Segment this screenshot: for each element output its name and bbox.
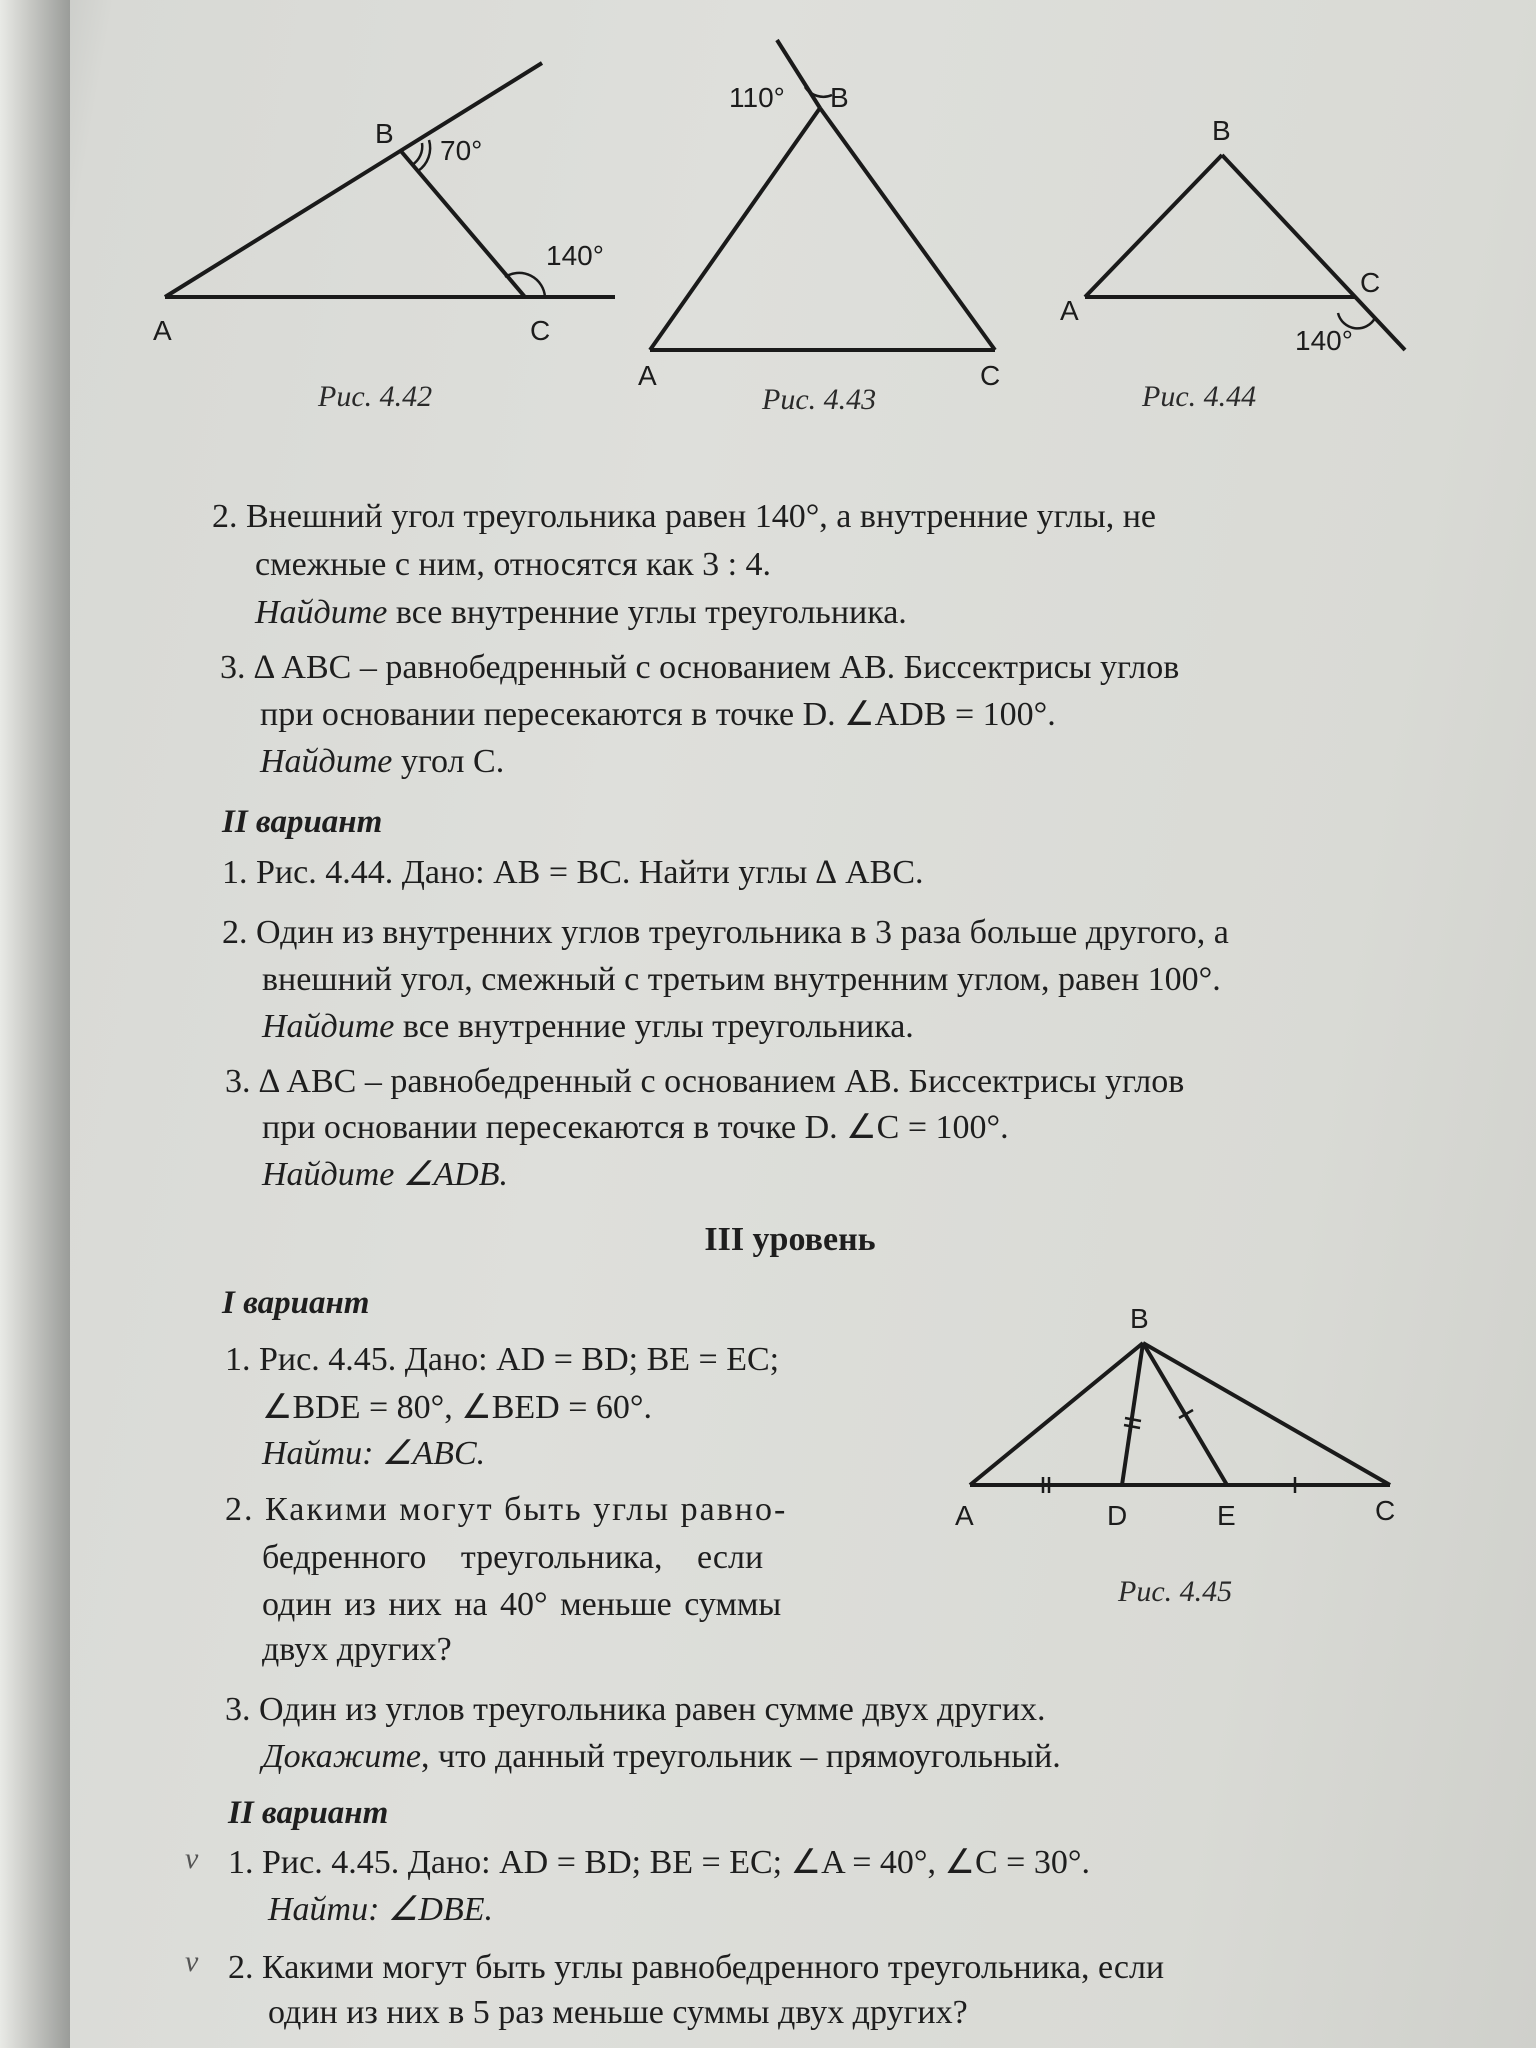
- l3v1-task2-line3: один из них на 40° меньше суммы: [262, 1586, 782, 1623]
- caption-4-45: Рис. 4.45: [1118, 1575, 1233, 1608]
- l3v1-task3-line2: Докажите, что данный треугольник – прямоугольный.: [262, 1738, 1061, 1775]
- vertex-a-label: A: [638, 360, 657, 391]
- caption-4-44: Рис. 4.44: [1142, 380, 1257, 413]
- angle-b-label: 70°: [440, 135, 483, 166]
- figure-4-44: [1060, 110, 1420, 375]
- l3v1-task3-line1: 3. Один из углов треугольника равен сумме двух других.: [225, 1691, 1046, 1728]
- l3v2-task1-line2: Найти: ∠DBE.: [268, 1891, 494, 1928]
- l3v2-heading: II вариант: [228, 1795, 389, 1831]
- l2v2-task3-line2: при основании пересекаются в точке D. ∠C = 100°.: [262, 1109, 1009, 1146]
- figure-4-42: [150, 55, 630, 360]
- l3v1-task2-line2: бедренного треугольника, если: [262, 1539, 764, 1576]
- l2v2-task2-line2: внешний угол, смежный с третьим внутренним углом, равен 100°.: [262, 961, 1221, 998]
- angle-b-label: 110°: [729, 82, 785, 113]
- l3v1-heading: I вариант: [222, 1285, 370, 1321]
- angle-c-label: 140°: [1295, 325, 1353, 356]
- l3v1-task1-line1: 1. Рис. 4.45. Дано: AD = BD; BE = EC;: [225, 1341, 780, 1378]
- l3v1-task1-line2: ∠BDE = 80°, ∠BED = 60°.: [262, 1389, 653, 1426]
- l3v1-task2-line4: двух других?: [262, 1631, 452, 1668]
- l3v2-task2-line2: один из них в 5 раз меньше суммы двух других?: [268, 1994, 968, 2031]
- vertex-b-label: B: [1130, 1303, 1149, 1334]
- vertex-b-label: B: [375, 118, 394, 149]
- l2v2-task2-line1: 2. Один из внутренних углов треугольника в 3 раза больше другого, а: [222, 914, 1229, 951]
- l2v1-task3-line3: Найдите угол C.: [260, 743, 505, 780]
- l2v1-task2-line2: смежные с ним, относятся как 3 : 4.: [255, 546, 772, 583]
- vertex-a-label: A: [955, 1500, 974, 1531]
- l2v2-task3-line3: Найдите ∠ADB.: [262, 1156, 508, 1193]
- l3v1-task1-line3: Найти: ∠ABC.: [262, 1435, 486, 1472]
- l2v2-task1: 1. Рис. 4.44. Дано: AB = BC. Найти углы ∆ ABC.: [222, 854, 924, 891]
- pencil-check-mark-2: v: [185, 1945, 199, 1978]
- l2v1-task3-line1: 3. ∆ ABC – равнобедренный с основанием AB. Биссектрисы углов: [220, 649, 1180, 686]
- level3-title: III уровень: [704, 1221, 876, 1258]
- vertex-c-label: C: [530, 315, 551, 346]
- vertex-b-label: B: [1212, 115, 1231, 146]
- figure-4-43: [635, 35, 1055, 410]
- book-gutter: [0, 0, 70, 2048]
- l2v2-task2-line3: Найдите все внутренние углы треугольника.: [262, 1008, 914, 1045]
- l2v1-task2-line3: Найдите все внутренние углы треугольника.: [255, 594, 907, 631]
- l2v2-heading: II вариант: [222, 804, 383, 840]
- vertex-c-label: C: [1360, 267, 1381, 298]
- caption-4-43: Рис. 4.43: [762, 383, 877, 416]
- l3v1-task2-line1: 2. Какими могут быть углы равно-: [225, 1491, 788, 1528]
- vertex-d-label: D: [1107, 1500, 1128, 1531]
- l3v2-task2-line1: 2. Какими могут быть углы равнобедренного треугольника, если: [228, 1949, 1165, 1986]
- l2v1-task3-line2: при основании пересекаются в точке D. ∠ADB = 100°.: [260, 696, 1056, 733]
- vertex-e-label: E: [1217, 1500, 1236, 1531]
- angle-c-label: 140°: [546, 240, 604, 271]
- caption-4-42: Рис. 4.42: [318, 380, 433, 413]
- pencil-check-mark-1: v: [185, 1842, 199, 1875]
- l2v2-task3-line1: 3. ∆ ABC – равнобедренный с основанием AB. Биссектрисы углов: [225, 1063, 1185, 1100]
- vertex-a-label: A: [1060, 295, 1079, 326]
- vertex-a-label: A: [153, 315, 172, 346]
- l3v2-task1-line1: 1. Рис. 4.45. Дано: AD = BD; BE = EC; ∠A = 40°, ∠C = 30°.: [228, 1844, 1090, 1881]
- vertex-b-label: B: [830, 82, 849, 113]
- vertex-c-label: C: [1375, 1495, 1396, 1526]
- figure-4-45: [955, 1300, 1415, 1545]
- l2v1-task2-line1: 2. Внешний угол треугольника равен 140°, а внутренние углы, не: [212, 498, 1156, 535]
- vertex-c-label: C: [980, 360, 1001, 391]
